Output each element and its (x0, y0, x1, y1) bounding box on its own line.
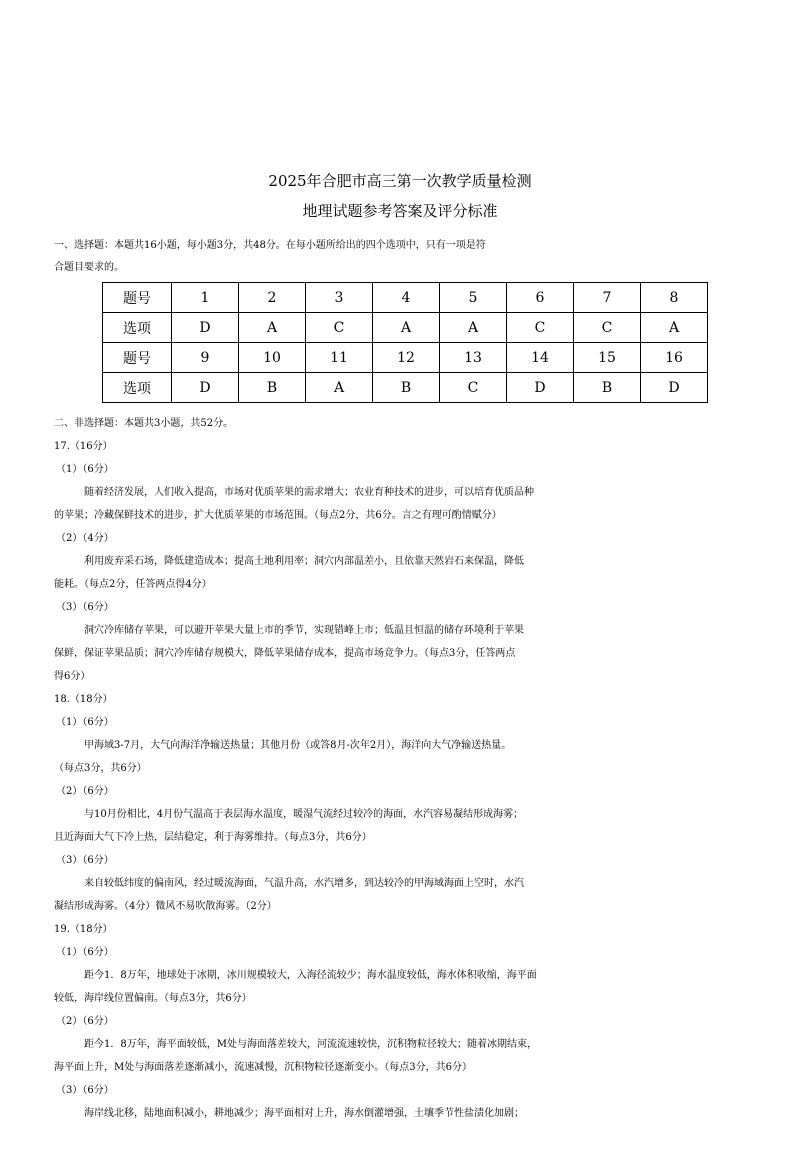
answer-cell: D (641, 373, 708, 403)
q19-part2-label: （2）（6分） (56, 1016, 114, 1027)
question-number: 14 (507, 343, 574, 373)
q19-part2-text: 距今1．8万年，海平面较低，M处与海面落差较大，河流流速较快，沉积物粒径较大；随着冰期结束， (84, 1039, 537, 1050)
q19-heading: 19.（18分） (54, 924, 113, 935)
q19-part2-text-cont: 海平面上升，M处与海面落差逐渐减小，流速减慢，沉积物粒径逐渐变小。（每点3分，共6分） (54, 1062, 472, 1073)
q17-heading: 17.（16分） (54, 441, 113, 452)
q19-part1-text-cont: 较低，海岸线位置偏南。（每点3分，共6分） (54, 993, 252, 1004)
question-number: 13 (440, 343, 507, 373)
answer-cell: D (172, 373, 239, 403)
question-number: 16 (641, 343, 708, 373)
q18-part1-text: 甲海域3-7月，大气向海洋净输送热量；其他月份（或答8月-次年2月），海洋向大气净输送热量。 (84, 740, 512, 751)
question-number: 3 (306, 283, 373, 313)
page-title: 2025年合肥市高三第一次教学质量检测 (268, 172, 532, 190)
question-number: 6 (507, 283, 574, 313)
table-row (103, 343, 708, 373)
q17-part2-label: （2）（4分） (56, 533, 114, 544)
answer-cell: A (239, 313, 306, 343)
answer-cell: C (440, 373, 507, 403)
q17-part2-text: 利用废弃采石场，降低建造成本；提高土地利用率；洞穴内部温差小，且依靠天然岩石来保温，降低 (84, 556, 524, 567)
table-row (103, 373, 708, 403)
section2-intro: 二、非选择题：本题共3小题，共52分。 (54, 418, 234, 429)
answer-cell: B (373, 373, 440, 403)
question-number: 4 (373, 283, 440, 313)
q17-part1-text-cont: 的苹果；冷藏保鲜技术的进步，扩大优质苹果的市场范围。（每点2分，共6分。言之有理可酌情赋分） (54, 510, 502, 521)
table-row (103, 313, 708, 343)
answer-cell: B (574, 373, 641, 403)
q17-part2-text-cont: 能耗。（每点2分，任答两点得4分） (54, 579, 212, 590)
row-label-answer: 选项 (103, 373, 172, 403)
table-row (103, 283, 708, 313)
question-number: 12 (373, 343, 440, 373)
row-label-question: 题号 (103, 343, 172, 373)
question-number: 5 (440, 283, 507, 313)
q18-part3-label: （3）（6分） (56, 855, 114, 866)
q18-heading: 18.（18分） (54, 694, 113, 705)
answer-cell: D (172, 313, 239, 343)
q18-part3-text-cont: 凝结形成海雾。（4分）微风不易吹散海雾。（2分） (54, 901, 277, 912)
q19-part3-label: （3）（6分） (56, 1085, 114, 1096)
question-number: 2 (239, 283, 306, 313)
answer-cell: C (507, 313, 574, 343)
q18-part2-text: 与10月份相比，4月份气温高于表层海水温度，暖湿气流经过较冷的海面，水汽容易凝结形成海雾； (84, 809, 524, 820)
q17-part1-text: 随着经济发展，人们收入提高，市场对优质苹果的需求增大；农业育种技术的进步，可以培育优质品种 (84, 487, 534, 498)
question-number: 11 (306, 343, 373, 373)
answer-cell: C (574, 313, 641, 343)
question-number: 8 (641, 283, 708, 313)
q17-part3-text: 洞穴冷库储存苹果，可以避开苹果大量上市的季节，实现错峰上市；低温且恒温的储存环境利于苹果 (84, 625, 524, 636)
answer-cell: C (306, 313, 373, 343)
q18-part2-text-cont: 且近海面大气下冷上热，层结稳定，利于海雾维持。（每点3分，共6分） (54, 832, 372, 843)
answer-cell: A (373, 313, 440, 343)
q19-part3-text: 海岸线北移，陆地面积减小，耕地减少；海平面相对上升，海水倒灌增强，土壤季节性盐渍化加剧； (84, 1108, 524, 1119)
question-number: 7 (574, 283, 641, 313)
q18-part1-text-cont: （每点3分，共6分） (54, 763, 147, 774)
q19-part1-label: （1）（6分） (56, 947, 114, 958)
page-subtitle: 地理试题参考答案及评分标准 (302, 202, 498, 220)
q18-part3-text: 来自较低纬度的偏南风，经过暖流海面，气温升高，水汽增多，到达较冷的甲海域海面上空时，水汽 (84, 878, 524, 889)
question-number: 15 (574, 343, 641, 373)
answer-cell: A (641, 313, 708, 343)
row-label-answer: 选项 (103, 313, 172, 343)
q18-part1-label: （1）（6分） (56, 717, 114, 728)
q18-part2-label: （2）（6分） (56, 786, 114, 797)
answer-cell: A (306, 373, 373, 403)
section1-intro-cont: 合题目要求的。 (54, 262, 124, 273)
q17-part3-text-end: 得6分） (54, 671, 91, 682)
question-number: 1 (172, 283, 239, 313)
answer-table (102, 282, 708, 403)
q19-part1-text: 距今1．8万年，地球处于冰期，冰川规模较大，入海径流较少；海水温度较低，海水体积收缩，海平面 (84, 970, 537, 981)
answer-cell: B (239, 373, 306, 403)
question-number: 9 (172, 343, 239, 373)
q17-part3-text-cont: 保鲜，保证苹果品质；洞穴冷库储存规模大，降低苹果储存成本，提高市场竞争力。（每点3分，任答两点 (54, 648, 516, 659)
answer-cell: D (507, 373, 574, 403)
answer-cell: A (440, 313, 507, 343)
q17-part3-label: （3）（6分） (56, 602, 114, 613)
q17-part1-label: （1）（6分） (56, 464, 114, 475)
section1-intro: 一、选择题：本题共16小题，每小题3分，共48分。在每小题所给出的四个选项中，只有一项是符 (54, 240, 486, 251)
row-label-question: 题号 (103, 283, 172, 313)
question-number: 10 (239, 343, 306, 373)
